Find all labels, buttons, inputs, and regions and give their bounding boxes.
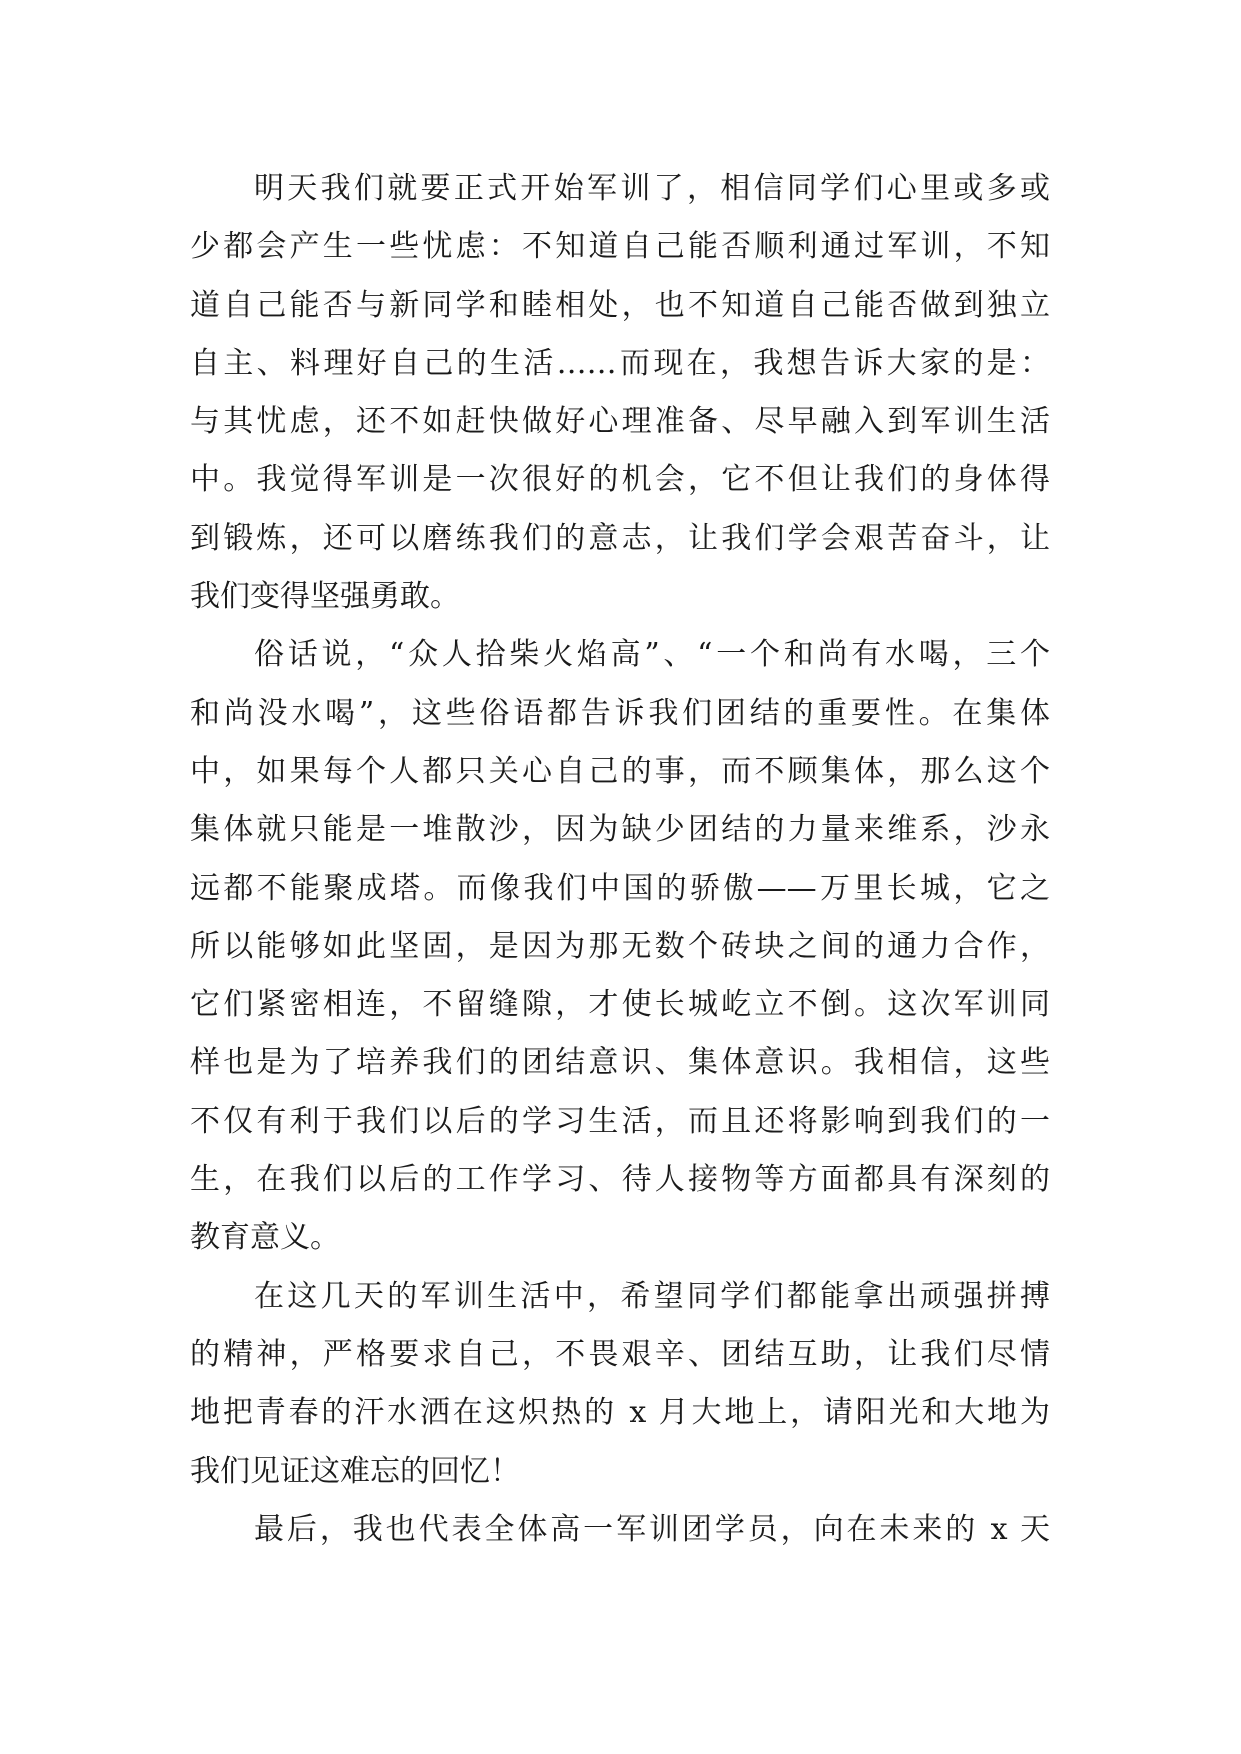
paragraph-2-line-8: 样也是为了培养我们的团结意识、集体意识。我相信，这些: [190, 1045, 1050, 1081]
paragraph-1-line-2: 少都会产生一些忧虑：不知道自己能否顺利通过军训，不知: [190, 229, 1050, 265]
paragraph-2-line-1: 俗话说，“众人拾柴火焰高”、“一个和尚有水喝，三个: [254, 637, 1050, 673]
paragraph-2-line-11: 教育意义。: [190, 1220, 340, 1256]
body-text: [190, 160, 1050, 1559]
paragraph-3-line-4: 我们见证这难忘的回忆！: [190, 1453, 520, 1489]
paragraph-2-line-10: 生，在我们以后的工作学习、待人接物等方面都具有深刻的: [190, 1162, 1050, 1198]
paragraph-1-line-7: 到锻炼，还可以磨练我们的意志，让我们学会艰苦奋斗，让: [190, 520, 1050, 556]
paragraph-1-line-4: 自主、料理好自己的生活……而现在，我想告诉大家的是：: [190, 345, 1050, 381]
paragraph-2-line-6: 所以能够如此坚固，是因为那无数个砖块之间的通力合作，: [190, 928, 1050, 964]
paragraph-3-line-1: 在这几天的军训生活中，希望同学们都能拿出顽强拼搏: [254, 1278, 1050, 1314]
paragraph-1-line-3: 道自己能否与新同学和睦相处，也不知道自己能否做到独立: [190, 287, 1050, 323]
paragraph-2-line-7: 它们紧密相连，不留缝隙，才使长城屹立不倒。这次军训同: [190, 987, 1050, 1023]
paragraph-1-line-1: 明天我们就要正式开始军训了，相信同学们心里或多或: [254, 171, 1050, 206]
paragraph-4-line-1: 最后，我也代表全体高一军训团学员，向在未来的 x 天: [254, 1511, 1050, 1547]
paragraph-2-line-3: 中，如果每个人都只关心自己的事，而不顾集体，那么这个: [190, 753, 1050, 789]
paragraph-1-line-5: 与其忧虑，还不如赶快做好心理准备、尽早融入到军训生活: [190, 404, 1050, 440]
paragraph-3-line-2: 的精神，严格要求自己，不畏艰辛、团结互助，让我们尽情: [190, 1336, 1050, 1372]
paragraph-2-line-4: 集体就只能是一堆散沙，因为缺少团结的力量来维系，沙永: [190, 812, 1050, 848]
paragraph-3-line-3: 地把青春的汗水洒在这炽热的 x 月大地上，请阳光和大地为: [190, 1395, 1050, 1431]
paragraph-1-line-8: 我们变得坚强勇敢。: [190, 579, 460, 615]
paragraph-2-line-9: 不仅有利于我们以后的学习生活，而且还将影响到我们的一: [190, 1103, 1050, 1139]
paragraph-2-line-2: 和尚没水喝”，这些俗语都告诉我们团结的重要性。在集体: [190, 695, 1050, 731]
paragraph-2-line-5: 远都不能聚成塔。而像我们中国的骄傲——万里长城，它之: [190, 870, 1050, 906]
paragraph-1-line-6: 中。我觉得军训是一次很好的机会，它不但让我们的身体得: [190, 462, 1050, 498]
